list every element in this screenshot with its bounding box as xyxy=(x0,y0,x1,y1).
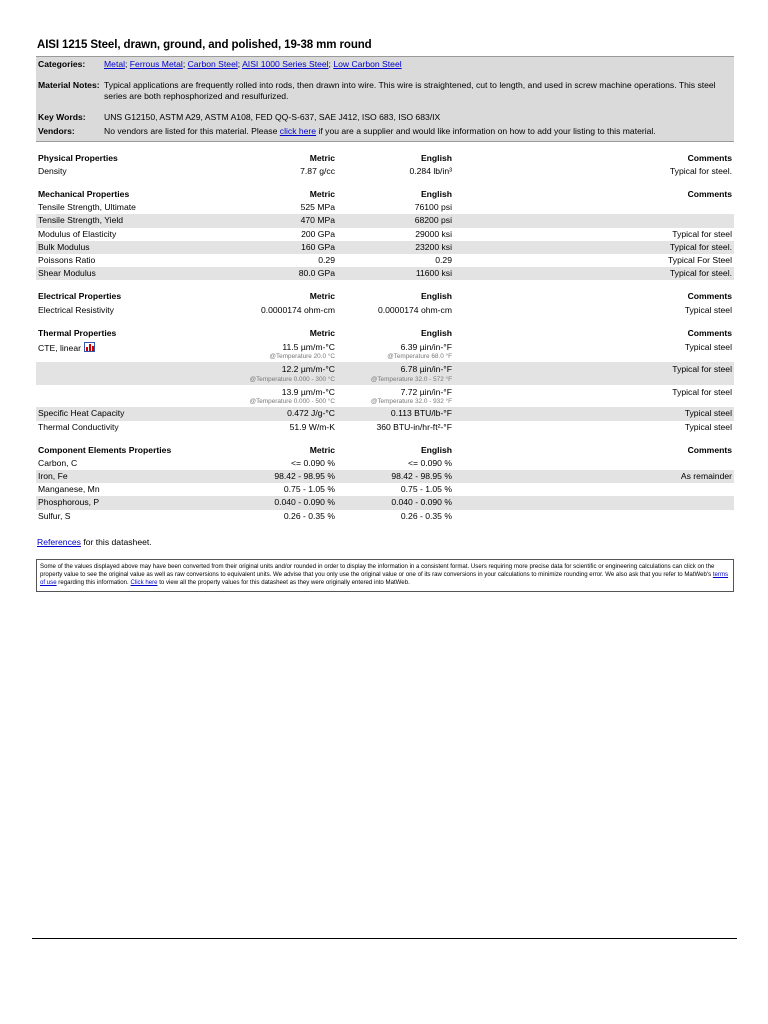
english-value-cell xyxy=(335,422,452,433)
metric-value-cell xyxy=(198,305,335,316)
metric-value[interactable]: 0.29 xyxy=(318,255,335,265)
metric-column-header: Metric xyxy=(309,444,335,455)
property-name xyxy=(38,497,198,508)
property-name xyxy=(38,166,198,177)
metric-value-cell xyxy=(198,364,335,383)
property-name-text: Tensile Strength, Ultimate xyxy=(38,202,136,213)
english-value[interactable]: 0.040 - 0.090 % xyxy=(391,497,452,508)
property-row xyxy=(36,228,734,241)
property-row xyxy=(36,483,734,496)
english-value-cell xyxy=(335,202,452,213)
property-row xyxy=(36,254,734,267)
property-row xyxy=(36,340,734,363)
property-row xyxy=(36,457,734,470)
vendors-text-post: if you are a supplier and would like information on how to add your listing to this material. xyxy=(316,125,656,136)
english-value[interactable]: 0.284 lb/in³ xyxy=(409,165,452,176)
metric-value[interactable]: 470 MPa xyxy=(300,215,335,226)
property-name xyxy=(38,422,198,433)
vendors-text xyxy=(104,126,732,137)
category-link[interactable]: Ferrous Metal xyxy=(129,58,183,69)
metric-value-cell xyxy=(198,497,335,508)
english-value-cell xyxy=(335,229,452,240)
metric-column-header: Metric xyxy=(309,152,335,163)
english-value[interactable]: 0.113 BTU/lb-°F xyxy=(390,408,452,419)
english-value-cell xyxy=(335,387,452,406)
metric-column-header: Metric xyxy=(309,291,335,302)
english-column-header: English xyxy=(420,327,452,338)
property-name-text: Tensile Strength, Yield xyxy=(38,215,124,226)
section-electrical-properties xyxy=(36,290,734,316)
condition-text: @Temperature 0.000 - 500 °C xyxy=(249,398,335,406)
metric-value-cell xyxy=(198,458,335,469)
key-words-label: Key Words: xyxy=(38,112,86,123)
metric-value[interactable]: 12.2 µm/m-°C xyxy=(281,364,335,375)
property-row xyxy=(36,165,734,178)
condition-text: @Temperature 0.000 - 300 °C xyxy=(249,375,335,383)
comment: Typical steel xyxy=(684,341,732,352)
metric-value-cell xyxy=(198,229,335,240)
english-value-cell xyxy=(335,364,452,383)
click-here-original-values-link[interactable]: Click here xyxy=(130,579,158,587)
english-value-cell xyxy=(335,497,452,508)
comment: Typical for steel. xyxy=(669,268,732,279)
property-row xyxy=(36,267,734,280)
comment: Typical for steel xyxy=(672,386,732,397)
property-sections xyxy=(36,152,734,523)
category-separator: ; xyxy=(328,58,334,69)
property-name xyxy=(38,364,198,383)
category-separator: ; xyxy=(182,58,188,69)
english-value-cell xyxy=(335,342,452,361)
metric-value[interactable]: 0.75 - 1.05 % xyxy=(283,484,335,495)
english-value[interactable]: 360 BTU-in/hr-ft²-°F xyxy=(376,421,452,432)
condition-text: @Temperature 20.0 °C xyxy=(269,353,335,361)
disclaimer-text-1: Some of the values displayed above may have been converted from their original units and/or rounded in order to display the information in a consistent format. Users requiring more precise data for scientific or engineering calculations can click on the property value to see the original value as well as raw conversions to equivalent units. We advise that you only use the original value or one of its raw conversions in your calculations to minimize rounding error. We also ask that you refer to MatWeb's xyxy=(40,563,715,579)
property-name-text: Density xyxy=(38,165,67,176)
property-row xyxy=(36,362,734,385)
property-name-text: Phosphorous, P xyxy=(38,497,100,508)
english-value[interactable]: 98.42 - 98.95 % xyxy=(391,471,452,482)
disclaimer-box xyxy=(36,559,734,592)
english-value[interactable]: 0.0000174 ohm-cm xyxy=(377,304,452,315)
category-link[interactable]: Metal xyxy=(104,58,126,69)
comment: As remainder xyxy=(680,471,732,482)
comment: Typical for steel. xyxy=(669,241,732,252)
english-value-cell xyxy=(335,408,452,419)
property-name-text: Sulfur, S xyxy=(38,510,71,521)
english-column-header: English xyxy=(420,291,452,302)
section-title: Thermal Properties xyxy=(38,327,117,338)
section-thermal-properties xyxy=(36,327,734,434)
property-row xyxy=(36,214,734,227)
metric-value[interactable]: 0.040 - 0.090 % xyxy=(274,497,335,508)
condition-text: @Temperature 32.0 - 572 °F xyxy=(370,375,452,383)
vendors-text-pre: No vendors are listed for this material. Please xyxy=(104,125,280,136)
english-value-cell xyxy=(335,471,452,482)
english-value-cell xyxy=(335,511,452,522)
section-header xyxy=(36,152,734,165)
condition-text: @Temperature 32.0 - 932 °F xyxy=(370,398,452,406)
property-name xyxy=(38,268,198,279)
english-value-cell xyxy=(335,215,452,226)
metric-value-cell xyxy=(198,484,335,495)
property-name xyxy=(38,229,198,240)
property-row xyxy=(36,201,734,214)
comment xyxy=(452,458,732,469)
english-value-cell xyxy=(335,242,452,253)
comment: Typical For Steel xyxy=(668,255,732,265)
english-value[interactable]: 0.29 xyxy=(435,255,452,265)
metric-value-cell xyxy=(198,215,335,226)
english-value[interactable]: 7.72 µin/in-°F xyxy=(400,386,452,397)
property-name-text: Thermal Conductivity xyxy=(38,421,119,432)
material-notes-row xyxy=(36,79,734,103)
property-name-text: Modulus of Elasticity xyxy=(38,228,117,239)
english-value[interactable]: 76100 psi xyxy=(414,202,452,213)
property-name xyxy=(38,387,198,406)
metric-value-cell xyxy=(198,255,335,266)
comment: Typical steel xyxy=(684,408,732,419)
property-name xyxy=(38,305,198,316)
english-value[interactable]: <= 0.090 % xyxy=(408,457,452,468)
metric-value-cell xyxy=(198,387,335,406)
references-line xyxy=(36,537,734,548)
metric-column-header: Metric xyxy=(309,189,335,200)
comments-column-header: Comments xyxy=(687,189,732,200)
property-name-text: Carbon, C xyxy=(38,457,78,468)
property-name xyxy=(38,255,198,266)
metric-value[interactable]: 200 GPa xyxy=(301,228,335,239)
comments-column-header: Comments xyxy=(687,152,732,163)
vendors-click-here-link[interactable]: click here xyxy=(279,125,317,136)
property-name-text: Bulk Modulus xyxy=(38,241,90,252)
metric-value[interactable]: 11.5 µm/m-°C xyxy=(282,341,335,352)
property-row xyxy=(36,407,734,420)
metric-value[interactable]: <= 0.090 % xyxy=(291,457,335,468)
metric-value-cell xyxy=(198,342,335,361)
metric-value[interactable]: 7.87 g/cc xyxy=(300,165,335,176)
categories-row xyxy=(36,58,734,71)
english-column-header: English xyxy=(420,444,452,455)
category-link[interactable]: Low Carbon Steel xyxy=(333,58,402,69)
section-physical-properties xyxy=(36,152,734,178)
property-name-text: Iron, Fe xyxy=(38,471,68,482)
category-separator: ; xyxy=(237,58,243,69)
property-row xyxy=(36,241,734,254)
comment: Typical steel xyxy=(684,421,732,432)
comments-column-header: Comments xyxy=(687,444,732,455)
property-name-text: Specific Heat Capacity xyxy=(38,408,125,419)
page-title: AISI 1215 Steel, drawn, ground, and polished, 19-38 mm round xyxy=(37,39,372,51)
disclaimer-text-2: regarding this information. xyxy=(56,579,131,587)
english-value[interactable]: 29000 ksi xyxy=(415,228,452,239)
footer-divider xyxy=(32,938,737,939)
disclaimer-text-3: to view all the property values for this datasheet as they were originally entered into MatWeb. xyxy=(157,579,410,587)
category-separator: ; xyxy=(125,58,130,69)
metric-value-cell xyxy=(198,408,335,419)
property-row xyxy=(36,385,734,408)
categories-label: Categories: xyxy=(38,58,86,69)
metric-value-cell xyxy=(198,471,335,482)
comment: Typical for steel xyxy=(672,228,732,239)
property-name xyxy=(38,458,198,469)
english-value[interactable]: 11600 ksi xyxy=(415,268,452,279)
english-column-header: English xyxy=(420,152,452,163)
english-value-cell xyxy=(335,166,452,177)
section-title: Electrical Properties xyxy=(38,291,122,302)
metric-value-cell xyxy=(198,242,335,253)
property-name-text: Electrical Resistivity xyxy=(38,304,114,315)
metric-column-header: Metric xyxy=(309,327,335,338)
vendors-row xyxy=(36,125,734,138)
metric-value[interactable]: 0.26 - 0.35 % xyxy=(283,510,335,521)
property-name xyxy=(38,342,198,361)
metric-value-cell xyxy=(198,166,335,177)
english-value-cell xyxy=(335,484,452,495)
property-row xyxy=(36,496,734,509)
section-mechanical-properties xyxy=(36,188,734,280)
comment: Typical for steel. xyxy=(669,165,732,176)
material-notes-label: Material Notes: xyxy=(38,80,100,91)
metric-value-cell xyxy=(198,422,335,433)
english-value[interactable]: 23200 ksi xyxy=(415,241,452,252)
property-row xyxy=(36,304,734,317)
english-value-cell xyxy=(335,268,452,279)
metric-value[interactable]: 80.0 GPa xyxy=(298,268,335,279)
metric-value-cell xyxy=(198,511,335,522)
property-name xyxy=(38,511,198,522)
references-link[interactable]: References xyxy=(37,536,81,547)
property-name xyxy=(38,471,198,482)
comment xyxy=(452,484,732,495)
metric-value[interactable]: 160 GPa xyxy=(301,241,335,252)
chart-icon[interactable] xyxy=(84,342,95,352)
comment xyxy=(452,215,732,226)
metric-value[interactable]: 98.42 - 98.95 % xyxy=(274,471,335,482)
english-value-cell xyxy=(335,255,452,266)
property-name-text: Manganese, Mn xyxy=(38,484,100,495)
key-words-row xyxy=(36,111,734,124)
section-header xyxy=(36,290,734,303)
metric-value-cell xyxy=(198,202,335,213)
property-row xyxy=(36,470,734,483)
metric-value-cell xyxy=(198,268,335,279)
english-value-cell xyxy=(335,458,452,469)
property-name xyxy=(38,484,198,495)
comment: Typical steel xyxy=(684,304,732,315)
section-header xyxy=(36,327,734,340)
section-title: Mechanical Properties xyxy=(38,189,130,200)
vendors-label: Vendors: xyxy=(38,125,75,136)
property-name xyxy=(38,202,198,213)
property-name-text: CTE, linear xyxy=(38,342,81,353)
category-link[interactable]: AISI 1000 Series Steel xyxy=(242,58,329,69)
english-value[interactable]: 0.26 - 0.35 % xyxy=(400,510,452,521)
category-link[interactable]: Carbon Steel xyxy=(187,58,238,69)
property-name xyxy=(38,408,198,419)
metric-value[interactable]: 525 MPa xyxy=(300,202,335,213)
english-value[interactable]: 0.75 - 1.05 % xyxy=(400,484,452,495)
section-header xyxy=(36,188,734,201)
comment xyxy=(452,202,732,213)
property-row xyxy=(36,510,734,523)
english-value[interactable]: 68200 psi xyxy=(414,215,452,226)
datasheet xyxy=(36,38,734,592)
section-component-elements-properties xyxy=(36,444,734,523)
comment xyxy=(452,497,732,508)
categories-links xyxy=(104,59,732,70)
section-title: Physical Properties xyxy=(38,152,118,163)
section-title: Component Elements Properties xyxy=(38,444,172,455)
section-header xyxy=(36,444,734,457)
property-name xyxy=(38,242,198,253)
metric-value[interactable]: 13.9 µm/m-°C xyxy=(281,386,335,397)
comments-column-header: Comments xyxy=(687,327,732,338)
comment: Typical for steel xyxy=(672,364,732,375)
material-notes-text: Typical applications are frequently rolled into rods, then drawn into wire. This wire is straightened, cut to length, and used in screw machine operations. This steel series are both rephosphorized and resulfurized. xyxy=(104,80,716,102)
comment xyxy=(452,511,732,522)
property-name-text: Shear Modulus xyxy=(38,268,96,279)
property-row xyxy=(36,421,734,434)
english-value-cell xyxy=(335,305,452,316)
key-words-text: UNS G12150, ASTM A29, ASTM A108, FED QQ-S-637, SAE J412, ISO 683, ISO 683/IX xyxy=(104,112,441,123)
english-value[interactable]: 6.78 µin/in-°F xyxy=(400,364,452,375)
condition-text: @Temperature 68.0 °F xyxy=(387,353,452,361)
property-name xyxy=(38,215,198,226)
english-column-header: English xyxy=(420,189,452,200)
english-value[interactable]: 6.39 µin/in-°F xyxy=(400,341,452,352)
property-name-text: Poissons Ratio xyxy=(38,255,96,265)
metric-value[interactable]: 0.0000174 ohm-cm xyxy=(260,304,335,315)
material-info-box xyxy=(36,56,734,142)
references-text: for this datasheet. xyxy=(80,536,152,547)
metric-value[interactable]: 51.9 W/m-K xyxy=(289,421,335,432)
metric-value[interactable]: 0.472 J/g-°C xyxy=(287,408,335,419)
comments-column-header: Comments xyxy=(687,291,732,302)
terms-of-use-link[interactable]: terms of use xyxy=(40,571,729,587)
